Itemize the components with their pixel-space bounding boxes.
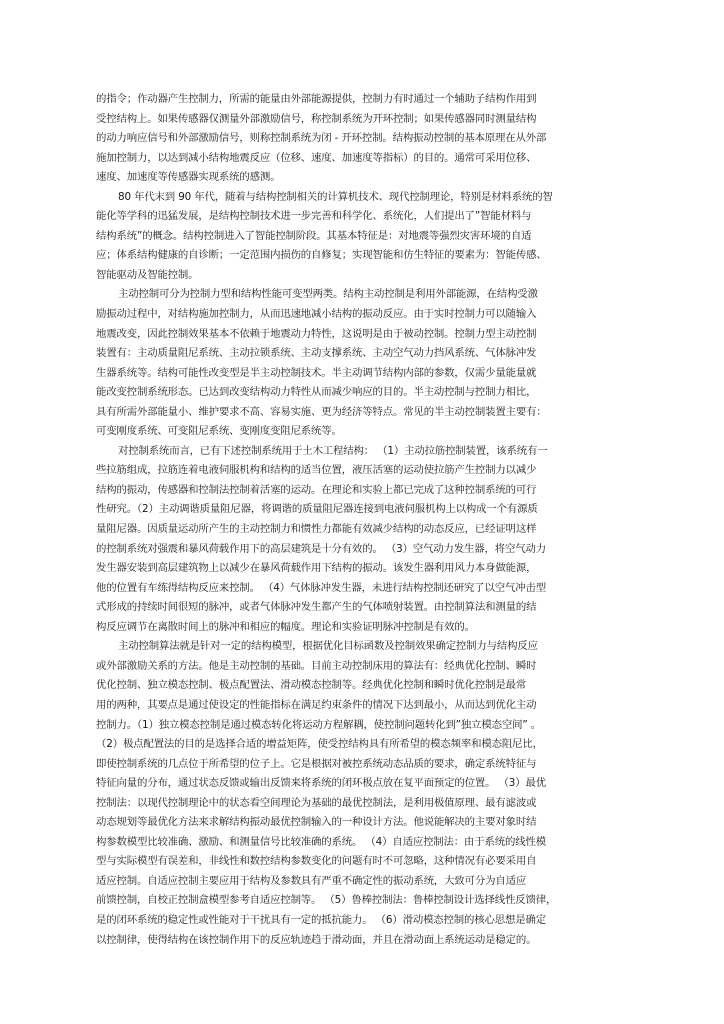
text-line: 能改变控制系统形态。已达到改变结构动力特性从而减少响应的目的。半主动控制与控制力相比， <box>96 386 537 399</box>
text-line: 励振动过程中，对结构施加控制力，从而迅速地减小结构的振动反应。由于实时控制力可以随输入 <box>96 308 537 321</box>
text-line: 装置有：主动质量阻尼系统、主动拉锁系统、主动支撑系统、主动空气动力挡风系统、气体脉冲发 <box>96 347 537 360</box>
text-line: 性研究。（2）主动调谐质量阻尼器，将调谐的质量阻尼器连接到电液伺服机构上以构成一个有源质 <box>96 503 538 516</box>
text-line: 发生器安装到高层建筑物上以减少在暴风荷载作用下结构的振动。该发生器利用风力本身做能源， <box>96 562 537 575</box>
text-line: 生器系统等。结构可能性改变型是半主动控制技术。半主动调节结构内部的参数，仅需少量能量就 <box>96 366 537 379</box>
text-line: 80 年代末到 90 年代，随着与结构控制相关的计算机技术、现代控制理论，特别是材料系统的智 <box>118 190 553 203</box>
text-line: 构反应调节在离散时间上的脉冲和相应的幅度。理论和实验证明脉冲控制是有效的。 <box>96 620 475 633</box>
text-line: 的动力响应信号和外部激励信号，则称控制系统为闭 - 开环控制。结构振动控制的基本原理在从外部 <box>96 132 547 145</box>
text-line: 适应控制。自适应控制主要应用于结构及参数具有严重不确定性的振动系统，大致可分为自适应 <box>96 874 527 887</box>
text-line: 他的位置有车练得结构反应来控制。 （4）气体脉冲发生器，未进行结构控制还研究了以空气冲击型 <box>96 581 546 594</box>
text-line: 地震改变，因此控制效果基本不依赖于地震动力特性，这说明是由于被动控制。控制力型主动控制 <box>96 327 537 340</box>
text-line: 对控制系统而言，已有下述控制系统用于土木工程结构： （1）主动拉筋控制装置，该系统有一 <box>118 444 548 457</box>
text-line: 些拉筋组成，拉筋连着电液伺服机构和结构的适当位置，液压活塞的运动使拉筋产生控制力以减少 <box>96 464 537 477</box>
text-line: 主动控制可分为控制力型和结构性能可变型两类。结构主动控制是利用外部能源，在结构受激 <box>118 288 538 301</box>
text-line: 应；体系结构健康的自诊断；一定范围内损伤的自修复；实现智能和仿生特征的要素为：智能传感、 <box>96 249 547 262</box>
text-line: 前馈控制，自校正控制盒模型参考自适应控制等。 （5）鲁棒控制法：鲁棒控制设计选择线性反馈律， <box>96 894 557 907</box>
text-line: 受控结构上。如果传感器仅测量外部激励信号，称控制系统为开环控制；如果传感器同时测量结构 <box>96 112 537 125</box>
text-line: 量阻尼器。因质量运动所产生的主动控制力和惯性力都能有效减少结构的动态反应，已经证明这样 <box>96 523 537 536</box>
text-line: 结构的振动，传感器和控制法控制着活塞的运动。在理论和实验上都已完成了这种控制系统的可行 <box>96 483 537 496</box>
text-line: 主动控制算法就是针对一定的结构模型，根据优化目标函数及控制效果确定控制力与结构反应 <box>118 640 538 653</box>
text-line: 即使控制系统的几点位于所希望的位子上。它是根据对被控系统动态品质的要求，确定系统特征与 <box>96 757 537 770</box>
text-line: 是的闭环系统的稳定性或性能对于干扰具有一定的抵抗能力。 （6）滑动模态控制的核心思想是确定 <box>96 913 546 926</box>
text-line: 的控制系统对强震和暴风荷载作用下的高层建筑是十分有效的。 （3）空气动力发生器，将空气动力 <box>96 542 546 555</box>
text-line: 施加控制力，以达到减小结构地震反应（位移、速度、加速度等指标）的目的。通常可采用位移、 <box>96 151 537 164</box>
text-line: 速度、加速度等传感器实现系统的感测。 <box>96 171 281 184</box>
text-line: 用的两种，其要点是通过使设定的性能指标在满足约束条件的情况下达到最小，从而达到优化主动 <box>96 698 537 711</box>
text-line: 式形成的持续时间很短的脉冲，或者气体脉冲发生都产生的气体喷射装置。由控制算法和测量的结 <box>96 601 537 614</box>
text-line: 控制法：以现代控制理论中的状态看空间理论为基础的最优控制法，是利用极值原理、最有滤波或 <box>96 796 537 809</box>
text-line: 构参数模型比较准确、激励、和测量信号比较准确的系统。 （4）自适应控制法：由于系统的线性模 <box>96 835 546 848</box>
text-line: 控制力。（1）独立模态控制是通过模态转化将运动方程解耦，使控制问题转化到”独立模态空间” 。 <box>96 718 541 731</box>
text-line: 结构系统”的概念。结构控制进入了智能控制阶段。其基本特征是：对地震等强烈灾害环境的自适 <box>96 229 532 242</box>
text-line: 型与实际模型有误差和，非线性和数控结构参数变化的问题有时不可忽略，这种情况有必要采用自 <box>96 855 537 868</box>
text-line: （2）极点配置法的目的是选择合适的增益矩阵，使受控结构具有所希望的模态频率和模态阻尼比， <box>96 738 543 751</box>
text-line: 的指令；作动器产生控制力，所需的能量由外部能源提供，控制力有时通过一个辅助子结构作用到 <box>96 93 537 105</box>
text-line: 特征向量的分布，通过状态反馈或输出反馈来将系统的闭环极点放在复平面预定的位置。 （3）最优 <box>96 777 546 790</box>
text-line: 可变刚度系统、可变阻尼系统、变刚度变阻尼系统等。 <box>96 425 342 438</box>
text-line: 优化控制、独立模态控制、极点配置法、滑动模态控制等。经典优化控制和瞬时优化控制是最常 <box>96 679 527 692</box>
body-text <box>96 90 636 950</box>
text-line: 或外部激励关系的方法。他是主动控制的基础。目前主动控制床用的算法有：经典优化控制、瞬时 <box>96 659 537 672</box>
text-line: 具有所需外部能量小、维护要求不高、容易实施、更为经济等特点。常见的半主动控制装置主要有： <box>96 405 547 418</box>
text-line: 以控制律，使得结构在该控制作用下的反应轨迹趋于滑动面，并且在滑动面上系统运动是稳定的。 <box>96 933 537 946</box>
text-line: 能化等学科的迅猛发展，是结构控制技术进一步完善和科学化、系统化，人们提出了”智能材料与 <box>96 210 532 223</box>
text-line: 智能驱动及智能控制。 <box>96 268 199 281</box>
text-line: 动态规划等最优化方法来求解结构振动最优控制输入的一种设计方法。他说能解决的主要对象时结 <box>96 816 537 829</box>
